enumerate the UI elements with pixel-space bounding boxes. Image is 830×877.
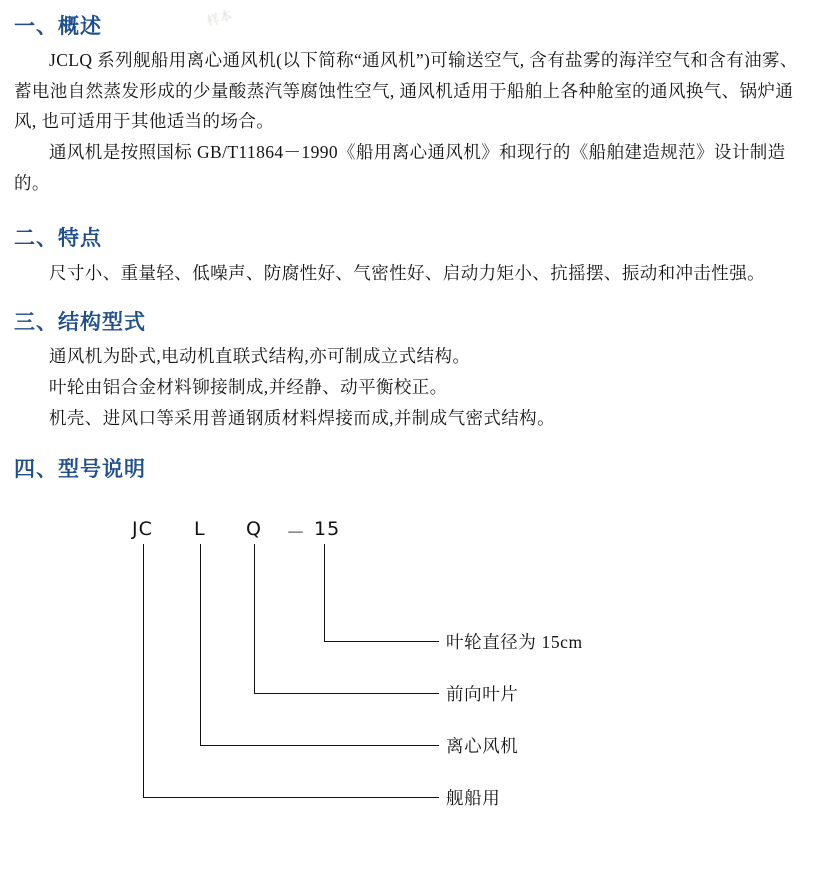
- callout-centrifugal-fan: 离心风机: [446, 736, 519, 757]
- paragraph: 尺寸小、重量轻、低噪声、防腐性好、气密性好、启动力矩小、抗摇摆、振动和冲击性强。: [49, 262, 765, 283]
- callout-forward-blade: 前向叶片: [446, 684, 519, 705]
- paragraph: 叶轮由铝合金材料铆接制成,并经静、动平衡校正。: [49, 376, 448, 397]
- section-overview-body: [14, 45, 800, 198]
- callout-impeller-diameter: 叶轮直径为 15cm: [446, 632, 583, 653]
- section-overview: [14, 14, 800, 39]
- model-code-part-15: 15: [314, 518, 341, 541]
- model-code-part-dash: －: [286, 522, 307, 545]
- model-code-part-q: Q: [246, 518, 262, 541]
- paragraph: 通风机是按照国标 GB/T11864－1990《船用离心通风机》和现行的《船舶建造规范》设计制造的。: [14, 142, 786, 193]
- page-smudge-mark: 样本: [205, 8, 235, 30]
- section-structure: [14, 310, 800, 335]
- section-heading-structure: 三、结构型式: [14, 310, 146, 335]
- model-code-part-l: L: [194, 518, 206, 541]
- paragraph: 通风机为卧式,电动机直联式结构,亦可制成立式结构。: [49, 346, 471, 367]
- paragraph: JCLQ 系列舰船用离心通风机(以下简称“通风机”)可输送空气, 含有盐雾的海洋空气和含有油雾、蓄电池自然蒸发形成的少量酸蒸汽等腐蚀性空气, 通风机适用于船舶上各种舱室的通风换气、锅炉通风, 也可适用于其他适当的场合。: [14, 50, 798, 132]
- section-features: [14, 226, 800, 251]
- section-model: [14, 457, 800, 482]
- section-heading-model: 四、型号说明: [14, 457, 146, 482]
- section-heading-features: 二、特点: [14, 226, 102, 251]
- leader-line-marine-use: [143, 544, 439, 798]
- callout-marine-use: 舰船用: [446, 788, 501, 809]
- model-designation-diagram: [14, 518, 814, 818]
- paragraph: 机壳、进风口等采用普通钢质材料焊接而成,并制成气密式结构。: [49, 407, 555, 428]
- model-code-part-jc: JC: [132, 518, 153, 541]
- section-heading-overview: 一、概述: [14, 14, 102, 38]
